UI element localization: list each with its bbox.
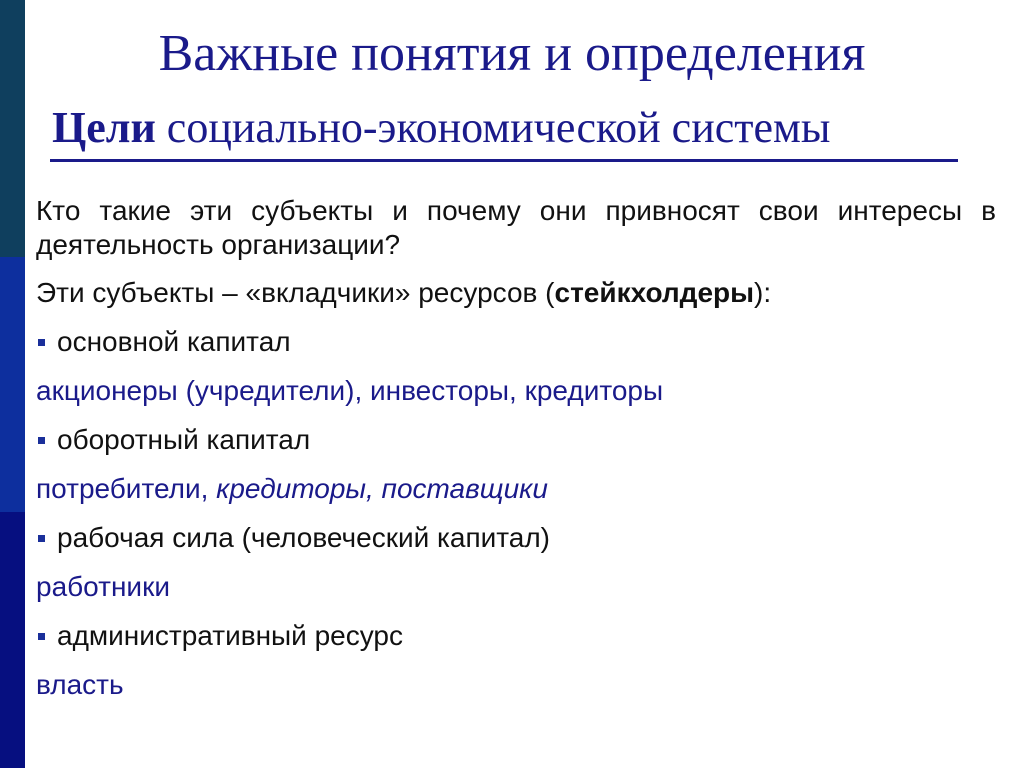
answer-paragraph — [36, 276, 996, 310]
square-bullet-icon — [38, 633, 45, 640]
answer-suffix: ): — [754, 277, 772, 308]
slide-body — [36, 194, 996, 702]
slide-subtitle — [52, 103, 831, 152]
stakeholder-text: акционеры (учредители), инвесторы, кредиторы — [36, 375, 664, 406]
stakeholder-text: власть — [36, 669, 124, 700]
resource-label: административный ресурс — [57, 620, 404, 651]
resource-item — [36, 325, 996, 359]
stakeholder-text: работники — [36, 571, 170, 602]
stakeholder-text-italic: кредиторы, поставщики — [216, 473, 548, 504]
resource-label: рабочая сила (человеческий капитал) — [57, 522, 551, 553]
slide-title: Важные понятия и определения — [158, 25, 866, 82]
stakeholder-line — [36, 570, 996, 604]
sidebar-segment-bottom — [0, 512, 25, 768]
stakeholder-line — [36, 374, 996, 408]
answer-prefix: Эти субъекты – «вкладчики» ресурсов ( — [36, 277, 555, 308]
resource-item — [36, 423, 996, 457]
square-bullet-icon — [38, 437, 45, 444]
question-paragraph: Кто такие эти субъекты и почему они привносят свои интересы в деятельность организации? — [36, 195, 996, 260]
resource-label: основной капитал — [57, 326, 291, 357]
answer-term: стейкхолдеры — [554, 277, 755, 308]
subtitle-keyword: Цели — [52, 103, 156, 152]
resource-item — [36, 521, 996, 555]
sidebar-segment-middle — [0, 257, 25, 512]
stakeholder-text: потребители, — [36, 473, 217, 504]
resource-item — [36, 619, 996, 653]
resource-label: оборотный капитал — [57, 424, 311, 455]
title-underline — [50, 159, 958, 162]
square-bullet-icon — [38, 535, 45, 542]
square-bullet-icon — [38, 339, 45, 346]
stakeholder-line — [36, 472, 996, 506]
subtitle-rest: социально-экономической системы — [155, 103, 831, 152]
stakeholder-line — [36, 668, 996, 702]
sidebar-stripe — [0, 0, 25, 768]
